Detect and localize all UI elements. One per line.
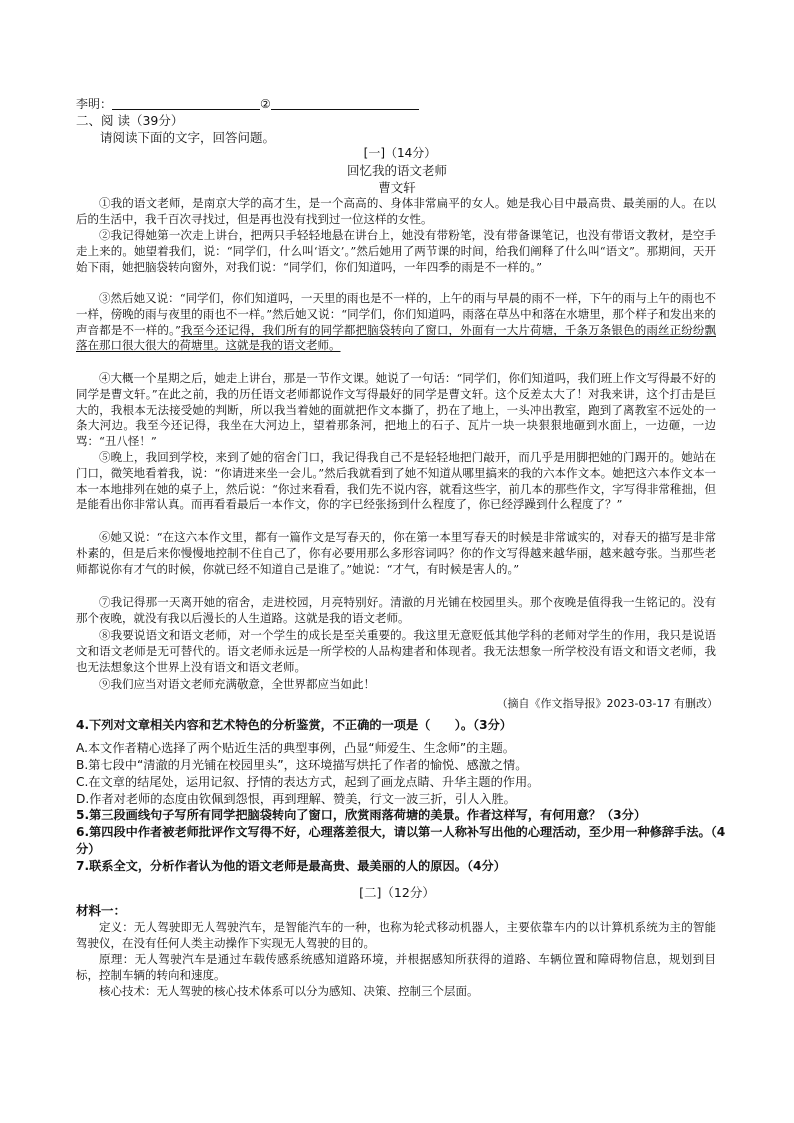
section-heading: 二、阅 读（39分） xyxy=(76,113,184,128)
paragraph-3-underlined-sentence: 我至今还记得，我们所有的同学都把脑袋转向了窗口，外面有一大片荷塘，千条万条银色的雨丝正纷纷飘落在那口很大很大的荷塘里。这就是我的语文老师。 xyxy=(76,322,716,353)
paragraph-5: ⑤晚上，我回到学校，来到了她的宿舍门口，我记得我自己不是轻轻地把门敲开，而几乎是用脚把她的门踢开的。她站在门口，微笑地看着我，说：“你请进来坐一会儿。”然后我就看到了她不知道从哪里搞来的我的六本作文本。她把这六本作文本一本一本地排列在她的桌子上，然后说：“你过来看看，我们先不说内容，就看这些字，前几本的那些作文，字写得非常稚拙，但是能看出你非常认真。而再看看最后一本作文，你的字已经张扬到什么程度了，你已经浮躁到什么程度了？” xyxy=(76,450,716,512)
question-5: 5.第三段画线句子写所有同学把脑袋转向了窗口，欣赏雨落荷塘的美景。作者这样写，有何用意？（3分） xyxy=(76,808,647,822)
material-1-label: 材料一： xyxy=(76,903,127,918)
paragraph-3-text: ③然后她又说：“同学们，你们知道吗，一天里的雨也是不一样的，上午的雨与早晨的雨不一样，下午的雨与上午的雨也不一样，傍晚的雨与夜里的雨也不一样。”然后她又说：“同学们，你们知道吗，雨落在草丛中和落在水塘里，那个样子和发出来的声音都是不一样的。” xyxy=(76,291,716,337)
paragraph-3 xyxy=(76,291,716,354)
passage-source: （摘自《作文指导报》2023-03-17 有删改） xyxy=(496,697,718,710)
question-4-option-c[interactable]: C.在文章的结尾处，运用记叙、抒情的表达方式，起到了画龙点睛、升华主题的作用。 xyxy=(76,775,540,789)
passage-part-label: [一]（14分） xyxy=(363,146,437,160)
question-7: 7.联系全文，分析作者认为他的语文老师是最高贵、最美丽的人的原因。（4分） xyxy=(76,859,506,873)
answer-blank-2[interactable] xyxy=(271,97,419,110)
paragraph-1: ①我的语文老师，是南京大学的高才生，是一个高高的、身体非常扁平的女人。她是我心目中最高贵、最美丽的人。在以后的生活中，我千百次寻找过，但是再也没有找到过一位这样的女性。 xyxy=(76,196,716,226)
section-instruction: 请阅读下面的文字，回答问题。 xyxy=(100,130,276,145)
question-4-option-a[interactable]: A.本文作者精心选择了两个贴近生活的典型事例，凸显“师爱生、生念师”的主题。 xyxy=(76,741,515,755)
material-principle: 原理：无人驾驶汽车是通过车载传感系统感知道路环境，并根据感知所获得的道路、车辆位置和障碍物信息，规划到目标，控制车辆的转向和速度。 xyxy=(76,952,716,982)
answer-blank-1[interactable] xyxy=(112,97,260,110)
passage-author: 曹文轩 xyxy=(378,180,416,195)
paragraph-6: ⑥她又说：“在这六本作文里，都有一篇作文是写春天的，你在第一本里写春天的时候是非常诚实的，对春天的描写是非常朴素的，但是后来你慢慢地控制不住自己了，你有必要用那么多形容词吗？你的作文写得越来越华丽，越来越夸张。当那些老师都说你有才气的时候，你就已经不知道自己是谁了。”她说：“才气，有时候是害人的。” xyxy=(76,530,716,576)
paragraph-2: ②我记得她第一次走上讲台，把两只手轻轻地悬在讲台上，她没有带粉笔，没有带备课笔记，也没有带语文教材，是空手走上来的。她望着我们，说：“同学们，什么叫‘语文’。”然后她用了两节课的时间，给我们阐释了什么叫“语文”。那期间，天开始下雨，她把脑袋转向窗外，对我们说：“同学们，你们知道吗，一年四季的雨是不一样的。” xyxy=(76,228,716,274)
passage-2-part-label: [二]（12分） xyxy=(359,885,435,900)
paragraph-8: ⑧我要说语文和语文老师，对一个学生的成长是至关重要的。我这里无意贬低其他学科的老师对学生的作用，我只是说语文和语文老师是无可替代的。语文老师永远是一所学校的人品构建者和体现者。我无法想象一所学校没有语文和语文老师，我也无法想象这个世界上没有语文和语文老师。 xyxy=(76,628,716,674)
paragraph-4: ④大概一个星期之后，她走上讲台，那是一节作文课。她说了一句话：“同学们，你们知道吗，我们班上作文写得最不好的同学是曹文轩。”在此之前，我的历任语文老师都说作文写得最好的同学是曹文轩。这个反差太大了！对我来讲，这个打击是巨大的，我根本无法接受她的判断，所以我当着她的面就把作文本撕了，扔在了地上，一头冲出教室，跑到了离教室不远处的一条大河边。我至今还记得，我坐在大河边上，望着那条河，把地上的石子、瓦片一块一块狠狠地砸到水面上，一边砸，一边骂：“丑八怪！” xyxy=(76,371,716,449)
passage-title: 回忆我的语文老师 xyxy=(346,163,447,178)
question-4-option-b[interactable]: B.第七段中“清澈的月光铺在校园里头”，这环境描写烘托了作者的愉悦、感激之情。 xyxy=(76,758,528,772)
material-core-tech: 核心技术：无人驾驶的核心技术体系可以分为感知、决策、控制三个层面。 xyxy=(99,984,479,998)
top-fill-line xyxy=(76,96,419,112)
top-label: 李明： xyxy=(76,97,113,111)
question-6: 6.第四段中作者被老师批评作文写得不好，心理落差很大，请以第一人称补写出他的心理活动，至少用一种修辞手法。（4分） xyxy=(76,825,726,856)
question-4: 4.下列对文章相关内容和艺术特色的分析鉴赏，不正确的一项是（ ）。（3分） xyxy=(76,718,512,732)
blank-marker: ② xyxy=(260,97,271,111)
paragraph-9: ⑨我们应当对语文老师充满敬意，全世界都应当如此！ xyxy=(99,677,375,691)
paragraph-7: ⑦我记得那一天离开她的宿舍，走进校园，月亮特别好。清澈的月光铺在校园里头。那个夜晚是值得我一生铭记的。没有那个夜晚，就没有我以后漫长的人生道路。这就是我的语文老师。 xyxy=(76,595,716,625)
question-4-option-d[interactable]: D.作者对老师的态度由钦佩到怨恨，再到理解、赞美，行文一波三折，引人入胜。 xyxy=(76,792,516,806)
material-definition: 定义：无人驾驶即无人驾驶汽车，是智能汽车的一种，也称为轮式移动机器人，主要依靠车内的以计算机系统为主的智能驾驶仪，在没有任何人类主动操作下实现无人驾驶的目的。 xyxy=(76,920,716,950)
